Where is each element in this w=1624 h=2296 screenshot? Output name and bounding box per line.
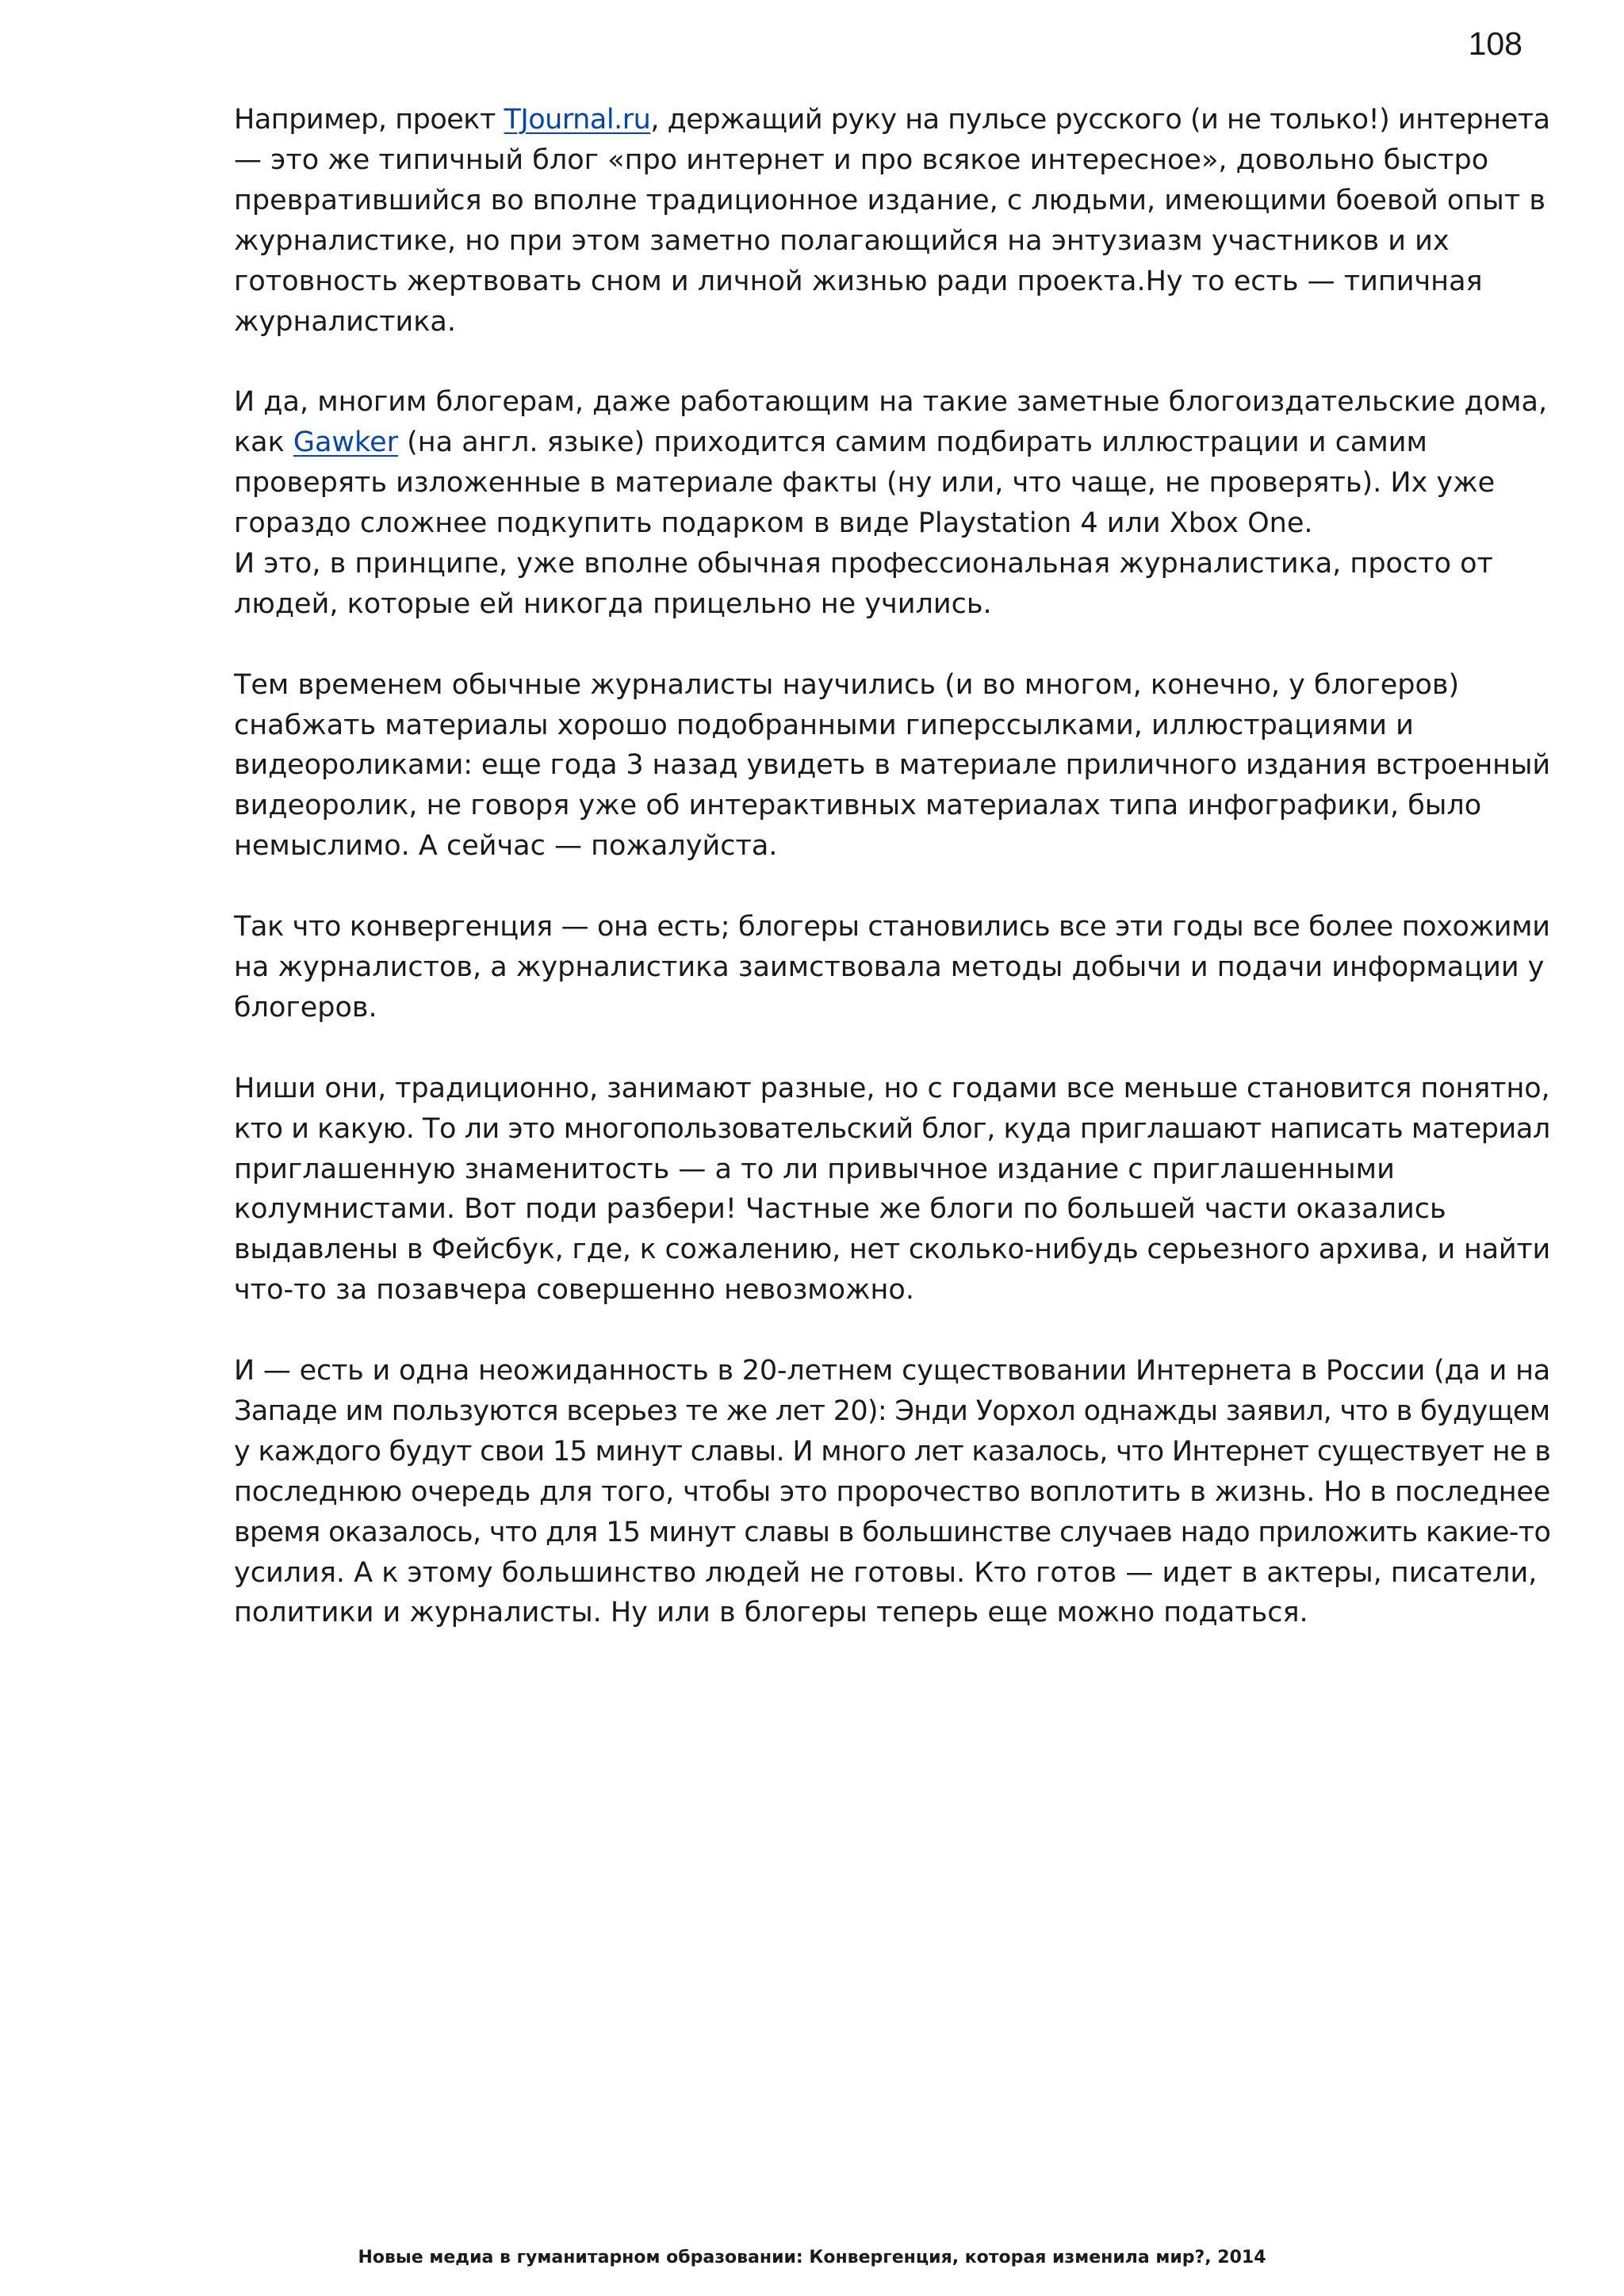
page-number: 108: [1468, 25, 1522, 62]
text-line: Так что конвергенция — она есть; блогеры становились все эти годы все более похожими: [234, 911, 1550, 943]
text-line: что-то за позавчера совершенно невозможно.: [234, 1274, 914, 1307]
text-line: видеоролик, не говоря уже об интерактивных материалах типа инфографики, было: [234, 790, 1482, 822]
text-line: гораздо сложнее подкупить подарком в виде Playstation 4 или Xbox One.: [234, 507, 1313, 540]
text-line: Ниши они, традиционно, занимают разные, но с годами все меньше становится понятно,: [234, 1072, 1550, 1104]
text-line: у каждого будут свои 15 минут славы. И много лет казалось, что Интернет существует не в: [234, 1435, 1551, 1468]
paragraph: [234, 907, 1550, 1028]
text-line: — это же типичный блог «про интернет и про всякое интересное», довольно быстро: [234, 144, 1489, 176]
text-line: время оказалось, что для 15 минут славы в большинстве случаев надо приложить какие-то: [234, 1516, 1551, 1548]
article-body: [234, 100, 1550, 1633]
text-line: [234, 100, 1550, 140]
text-line: Тем временем обычные журналисты научились (и во многом, конечно, у блогеров): [234, 668, 1460, 701]
text-line: последнюю очередь для того, чтобы это пророчество воплотить в жизнь. Но в последнее: [234, 1475, 1551, 1508]
text-line: И — есть и одна неожиданность в 20-летнем существовании Интернета в России (да и на: [234, 1355, 1551, 1387]
paragraph-gap: [234, 625, 1550, 665]
text-line: журналистике, но при этом заметно полагающийся на энтузиазм участников и их: [234, 224, 1450, 257]
paragraph-gap: [234, 867, 1550, 907]
paragraph-gap: [234, 1311, 1550, 1351]
paragraph-gap: [234, 1028, 1550, 1069]
text-line: видеороликами: еще года 3 назад увидеть в материале приличного издания встроенный: [234, 749, 1550, 782]
hyperlink[interactable]: Gawker: [293, 427, 398, 459]
text-line: блогеров.: [234, 991, 377, 1024]
text-line: [234, 423, 1550, 463]
text-line: политики и журналисты. Ну или в блогеры теперь еще можно податься.: [234, 1597, 1308, 1629]
paragraph: [234, 1069, 1550, 1311]
text-line: Западе им пользуются всерьез те же лет 20): Энди Уорхол однажды заявил, что в будущем: [234, 1395, 1550, 1427]
text-line: выдавлены в Фейсбук, где, к сожалению, нет сколько-нибудь серьезного архива, и найти: [234, 1234, 1551, 1266]
text-segment: (на англ. языке) приходится самим подбирать иллюстрации и самим: [398, 427, 1427, 459]
text-segment: , держащий руку на пульсе русского (и не только!) интернета: [650, 104, 1550, 136]
paragraph: [234, 665, 1550, 867]
paragraph-gap: [234, 342, 1550, 382]
text-segment: как: [234, 427, 293, 459]
text-segment: Например, проект: [234, 104, 504, 136]
text-line: И да, многим блогерам, даже работающим на такие заметные блогоиздательские дома,: [234, 386, 1548, 419]
paragraph: [234, 100, 1550, 342]
text-line: снабжать материалы хорошо подобранными гиперссылками, иллюстрациями и: [234, 709, 1414, 741]
page-footer: Новые медиа в гуманитарном образовании: Конвергенция, которая изменила мир?, 2014: [358, 2248, 1266, 2267]
text-line: И это, в принципе, уже вполне обычная профессиональная журналистика, просто от: [234, 547, 1493, 580]
text-line: проверять изложенные в материале факты (ну или, что чаще, не проверять). Их уже: [234, 467, 1496, 499]
text-line: усилия. А к этому большинство людей не готовы. Кто готов — идет в актеры, писатели,: [234, 1556, 1538, 1589]
text-line: колумнистами. Вот поди разбери! Частные же блоги по большей части оказались: [234, 1193, 1446, 1226]
text-line: людей, которые ей никогда прицельно не учились.: [234, 587, 992, 620]
hyperlink[interactable]: TJournal.ru: [504, 104, 651, 136]
text-line: готовность жертвовать сном и личной жизнью ради проекта.Ну то есть — типичная: [234, 265, 1483, 297]
text-line: приглашенную знаменитость — а то ли привычное издание с приглашенными: [234, 1153, 1395, 1185]
paragraph: [234, 382, 1550, 624]
text-line: немыслимо. А сейчас — пожалуйста.: [234, 830, 778, 863]
paragraph: [234, 1351, 1550, 1633]
text-line: кто и какую. То ли это многопользовательский блог, куда приглашают написать материал: [234, 1112, 1550, 1145]
text-line: журналистика.: [234, 305, 456, 338]
text-line: на журналистов, а журналистика заимствовала методы добычи и подачи информации у: [234, 951, 1545, 983]
text-line: превратившийся во вполне традиционное издание, с людьми, имеющими боевой опыт в: [234, 184, 1545, 216]
